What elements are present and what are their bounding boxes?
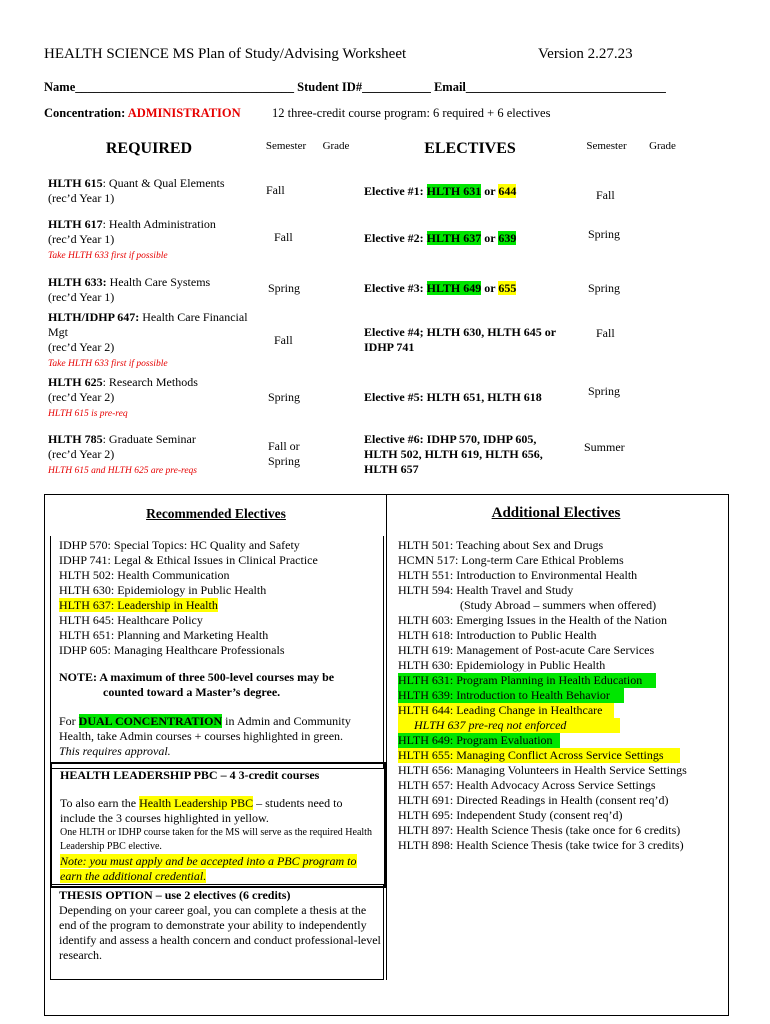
course-semester: Fall bbox=[274, 230, 293, 244]
electives-header: ELECTIVES bbox=[424, 140, 516, 157]
concentration bbox=[44, 106, 241, 121]
elective-semester: Spring bbox=[588, 384, 621, 398]
pbc-title: HEALTH LEADERSHIP PBC – 4 3-credit courses bbox=[60, 768, 320, 782]
list-item: IDHP 741: Legal & Ethical Issues in Clinical Practice bbox=[59, 553, 318, 567]
elective-row bbox=[364, 281, 574, 296]
thesis-title: THESIS OPTION – use 2 electives (6 credits) bbox=[59, 888, 291, 902]
list-item: HCMN 517: Long-term Care Ethical Problems bbox=[398, 553, 624, 567]
version-label: Version 2.27.23 bbox=[538, 46, 633, 62]
elective-grade-header: Grade bbox=[649, 140, 676, 152]
elective-option: HLTH 631 bbox=[426, 184, 482, 198]
thesis-box bbox=[50, 884, 384, 980]
name-row bbox=[44, 80, 666, 95]
note-line: counted toward a Master’s degree. bbox=[103, 685, 281, 699]
list-item: HLTH 651: Planning and Marketing Health bbox=[59, 628, 269, 642]
course-code: HLTH 617 bbox=[48, 217, 103, 231]
course-rec: (rec’d Year 1) bbox=[48, 290, 115, 304]
course-note: HLTH 615 is pre-req bbox=[48, 409, 128, 419]
elective-semester: Spring bbox=[588, 281, 621, 295]
concentration-value: ADMINISTRATION bbox=[127, 106, 241, 120]
course-title: : Quant & Qual Elements bbox=[102, 176, 225, 190]
list-item: HLTH 695: Independent Study (consent req’d) bbox=[398, 808, 623, 822]
required-row bbox=[48, 375, 258, 422]
elective-option: 644 bbox=[498, 184, 517, 198]
elective-option: HLTH 649 bbox=[426, 281, 482, 295]
elective-row bbox=[364, 184, 574, 199]
note-line: NOTE: A maximum of three 500-level courses may be bbox=[59, 670, 335, 684]
elective-row bbox=[364, 231, 574, 246]
list-item: HLTH 551: Introduction to Environmental Health bbox=[398, 568, 638, 582]
list-item: HLTH 630: Epidemiology in Public Health bbox=[59, 583, 267, 597]
pbc-text-part: To also earn the bbox=[60, 796, 140, 810]
course-semester: Fall bbox=[266, 183, 285, 197]
pbc-highlight: Health Leadership PBC bbox=[139, 796, 254, 810]
list-item: HLTH 691: Directed Readings in Health (consent req’d) bbox=[398, 793, 669, 807]
semester-header: Semester bbox=[265, 140, 307, 152]
course-title: : Health Administration bbox=[102, 217, 216, 231]
list-item: HLTH 639: Introduction to Health Behavior bbox=[398, 688, 624, 703]
list-item: HLTH 657: Health Advocacy Across Service Settings bbox=[398, 778, 656, 792]
additional-list bbox=[390, 536, 722, 978]
list-item: HLTH 644: Leading Change in Healthcare bbox=[398, 703, 614, 718]
thesis-text: Depending on your career goal, you can complete a thesis at the end of the program to demonstrate your ability to independently identify and assess a health concern and conduct professional-level research. bbox=[59, 903, 381, 962]
name-field[interactable]: ___________________________________ bbox=[75, 80, 294, 94]
list-item: HLTH 594: Health Travel and Study bbox=[398, 583, 574, 597]
elective-or: or bbox=[481, 281, 499, 295]
dual-text: For bbox=[59, 714, 79, 728]
elective-option: HLTH 637 bbox=[426, 231, 482, 245]
pbc-text-part: – students need to include the 3 courses highlighted in yellow. bbox=[60, 796, 343, 825]
list-item: HLTH 898: Health Science Thesis (take twice for 3 credits) bbox=[398, 838, 684, 852]
course-note: Take HLTH 633 first if possible bbox=[48, 359, 168, 369]
elective-label: Elective #3: bbox=[364, 281, 427, 295]
required-row bbox=[48, 275, 258, 305]
course-code: HLTH 625 bbox=[48, 375, 103, 389]
elective-semester-header: Semester bbox=[586, 140, 627, 152]
list-item: HLTH 649: Program Evaluation bbox=[398, 733, 560, 748]
course-rec: (rec’d Year 2) bbox=[48, 390, 115, 404]
pbc-note bbox=[60, 854, 376, 884]
course-semester: Fall bbox=[274, 333, 293, 347]
course-rec: (rec’d Year 2) bbox=[48, 340, 115, 354]
dual-concentration-note bbox=[59, 714, 375, 759]
course-code: HLTH 633: bbox=[48, 275, 107, 289]
email-field[interactable]: ________________________________ bbox=[465, 80, 666, 94]
elective-or: or bbox=[481, 184, 499, 198]
elective-semester: Spring bbox=[588, 227, 621, 241]
name-label: Name bbox=[44, 80, 76, 94]
required-row bbox=[48, 176, 258, 206]
course-rec: (rec’d Year 1) bbox=[48, 191, 115, 205]
course-note: Take HLTH 633 first if possible bbox=[48, 251, 168, 261]
additional-title: Additional Electives bbox=[491, 505, 621, 521]
approval-text: This requires approval. bbox=[59, 744, 171, 758]
elective-label: Elective #2: bbox=[364, 231, 427, 245]
note-500-level bbox=[59, 670, 379, 700]
list-item: HLTH 637: Leadership in Health bbox=[59, 598, 218, 612]
course-title: : Graduate Seminar bbox=[102, 432, 196, 446]
recommended-title: Recommended Electives bbox=[146, 506, 286, 521]
elective-semester: Fall bbox=[596, 326, 615, 340]
list-item: HLTH 631: Program Planning in Health Education bbox=[398, 673, 656, 688]
elective-option: 655 bbox=[498, 281, 517, 295]
course-code: HLTH 785 bbox=[48, 432, 103, 446]
list-item: HLTH 637 pre-req not enforced bbox=[398, 718, 620, 733]
elective-row: Elective #6: IDHP 570, IDHP 605, HLTH 502, HLTH 619, HLTH 656, HLTH 657 bbox=[364, 432, 543, 476]
list-item: HLTH 645: Healthcare Policy bbox=[59, 613, 203, 627]
list-item: HLTH 619: Management of Post-acute Care Services bbox=[398, 643, 655, 657]
elective-row: Elective #5: HLTH 651, HLTH 618 bbox=[364, 390, 542, 404]
elective-semester: Fall bbox=[596, 188, 615, 202]
course-title: Health Care Financial Mgt bbox=[48, 310, 248, 339]
course-semester: Spring bbox=[268, 390, 301, 404]
document-title: HEALTH SCIENCE MS Plan of Study/Advising Worksheet bbox=[44, 46, 407, 62]
course-title: : Research Methods bbox=[102, 375, 198, 389]
recommended-box bbox=[50, 536, 384, 769]
required-row bbox=[48, 432, 258, 479]
course-semester: Fall or Spring bbox=[268, 439, 301, 468]
student-id-field[interactable]: ___________ bbox=[362, 80, 431, 94]
elective-row: Elective #4; HLTH 630, HLTH 645 or IDHP 741 bbox=[364, 325, 556, 354]
list-item: HLTH 630: Epidemiology in Public Health bbox=[398, 658, 606, 672]
concentration-label: Concentration: bbox=[44, 106, 126, 120]
pbc-small-note: One HLTH or IDHP course taken for the MS will serve as the required Health Leadership PBC elective. bbox=[60, 827, 372, 852]
course-rec: (rec’d Year 2) bbox=[48, 447, 115, 461]
list-item: HLTH 656: Managing Volunteers in Health Service Settings bbox=[398, 763, 687, 777]
pbc-box bbox=[50, 762, 386, 888]
column-divider bbox=[386, 494, 387, 980]
list-item: IDHP 605: Managing Healthcare Professionals bbox=[59, 643, 285, 657]
list-item: IDHP 570: Special Topics: HC Quality and Safety bbox=[59, 538, 300, 552]
list-item: HLTH 501: Teaching about Sex and Drugs bbox=[398, 538, 604, 552]
course-note: HLTH 615 and HLTH 625 are pre-reqs bbox=[48, 466, 197, 476]
elective-option: 639 bbox=[498, 231, 517, 245]
recommended-list bbox=[59, 538, 379, 658]
elective-label: Elective #1: bbox=[364, 184, 427, 198]
email-label: Email bbox=[433, 80, 466, 94]
course-code: HLTH 615 bbox=[48, 176, 103, 190]
list-item: (Study Abroad – summers when offered) bbox=[460, 598, 657, 612]
required-header: REQUIRED bbox=[105, 140, 193, 157]
list-item: HLTH 618: Introduction to Public Health bbox=[398, 628, 597, 642]
dual-highlight: DUAL CONCENTRATION bbox=[78, 714, 223, 728]
program-description: 12 three-credit course program: 6 required + 6 electives bbox=[272, 106, 551, 120]
course-title: Health Care Systems bbox=[106, 275, 211, 289]
list-item: HLTH 603: Emerging Issues in the Health of the Nation bbox=[398, 613, 667, 627]
student-id-label: Student ID# bbox=[297, 80, 363, 94]
course-table bbox=[44, 128, 727, 480]
course-code: HLTH/IDHP 647: bbox=[48, 310, 140, 324]
course-rec: (rec’d Year 1) bbox=[48, 232, 115, 246]
dual-text: in Admin and Community Health, take Admin courses + courses highlighted in green. bbox=[59, 714, 351, 743]
elective-or: or bbox=[481, 231, 499, 245]
required-row bbox=[48, 310, 262, 372]
grade-header: Grade bbox=[322, 140, 350, 152]
pbc-note-text: Note: you must apply and be accepted into a PBC program to earn the additional credential. bbox=[60, 854, 357, 883]
list-item: HLTH 655: Managing Conflict Across Service Settings bbox=[398, 748, 680, 763]
required-row bbox=[48, 217, 258, 264]
course-semester: Spring bbox=[268, 281, 301, 295]
pbc-text bbox=[60, 796, 376, 826]
list-item: HLTH 502: Health Communication bbox=[59, 568, 230, 582]
elective-semester: Summer bbox=[584, 440, 625, 454]
list-item: HLTH 897: Health Science Thesis (take once for 6 credits) bbox=[398, 823, 681, 837]
